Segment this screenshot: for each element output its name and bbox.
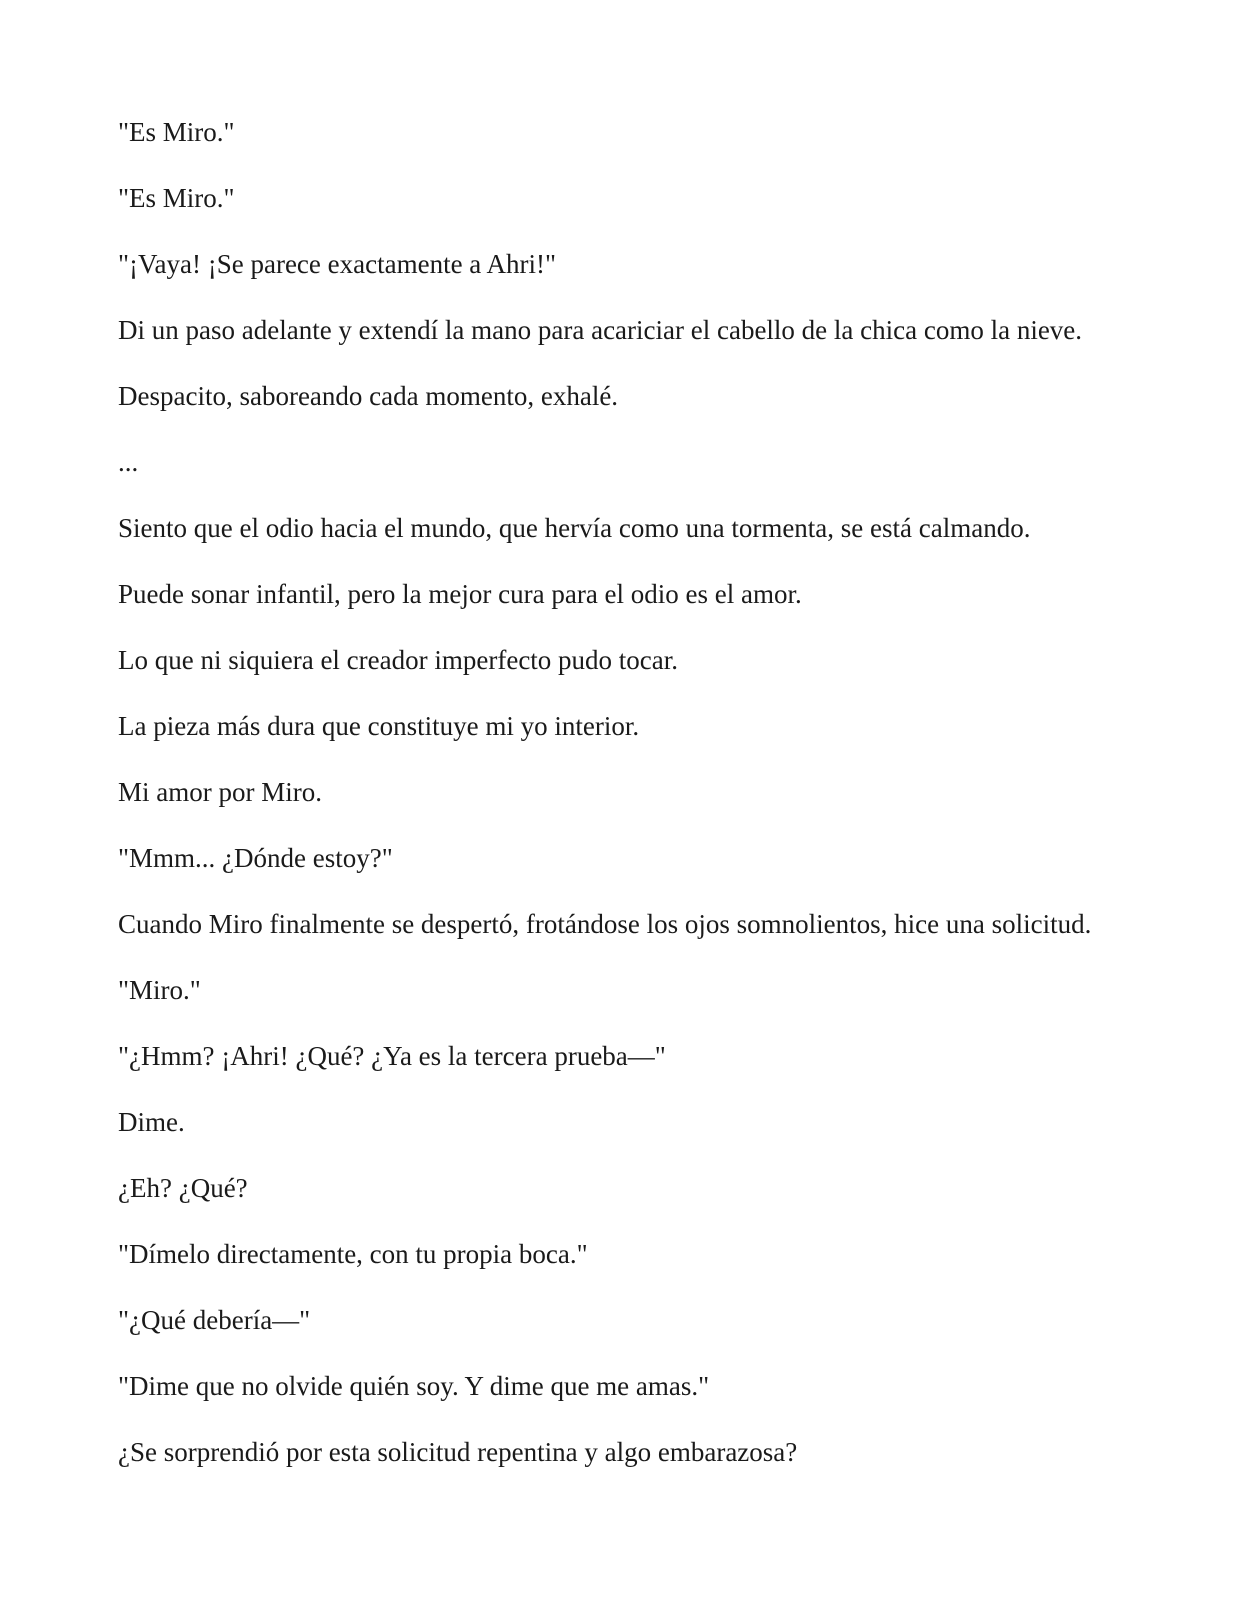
paragraph-20: "Dime que no olvide quién soy. Y dime que me amas." <box>118 1371 710 1401</box>
paragraph-9: Lo que ni siquiera el creador imperfecto pudo tocar. <box>118 645 679 675</box>
paragraph-15: "¿Hmm? ¡Ahri! ¿Qué? ¿Ya es la tercera prueba—" <box>118 1041 666 1071</box>
paragraph-19: "¿Qué debería—" <box>118 1305 311 1335</box>
paragraph-1: "Es Miro." <box>118 117 235 147</box>
paragraph-6-ellipsis: ... <box>118 447 139 477</box>
paragraph-2: "Es Miro." <box>118 183 235 213</box>
paragraph-3: "¡Vaya! ¡Se parece exactamente a Ahri!" <box>118 249 557 279</box>
paragraph-11: Mi amor por Miro. <box>118 777 322 807</box>
paragraph-13: Cuando Miro finalmente se despertó, frotándose los ojos somnolientos, hice una solicitud. <box>118 909 1092 939</box>
paragraph-7: Siento que el odio hacia el mundo, que hervía como una tormenta, se está calmando. <box>118 513 1031 543</box>
text-column <box>118 115 1123 1501</box>
paragraph-8: Puede sonar infantil, pero la mejor cura para el odio es el amor. <box>118 579 802 609</box>
paragraph-21: ¿Se sorprendió por esta solicitud repentina y algo embarazosa? <box>118 1437 798 1467</box>
paragraph-18: "Dímelo directamente, con tu propia boca." <box>118 1239 588 1269</box>
paragraph-16: Dime. <box>118 1107 185 1137</box>
paragraph-12: "Mmm... ¿Dónde estoy?" <box>118 843 393 873</box>
paragraph-5: Despacito, saboreando cada momento, exhalé. <box>118 381 619 411</box>
paragraph-4: Di un paso adelante y extendí la mano para acariciar el cabello de la chica como la nieve. <box>118 315 1083 345</box>
paragraph-14: "Miro." <box>118 975 201 1005</box>
paragraph-10: La pieza más dura que constituye mi yo interior. <box>118 711 640 741</box>
paragraph-17: ¿Eh? ¿Qué? <box>118 1173 248 1203</box>
